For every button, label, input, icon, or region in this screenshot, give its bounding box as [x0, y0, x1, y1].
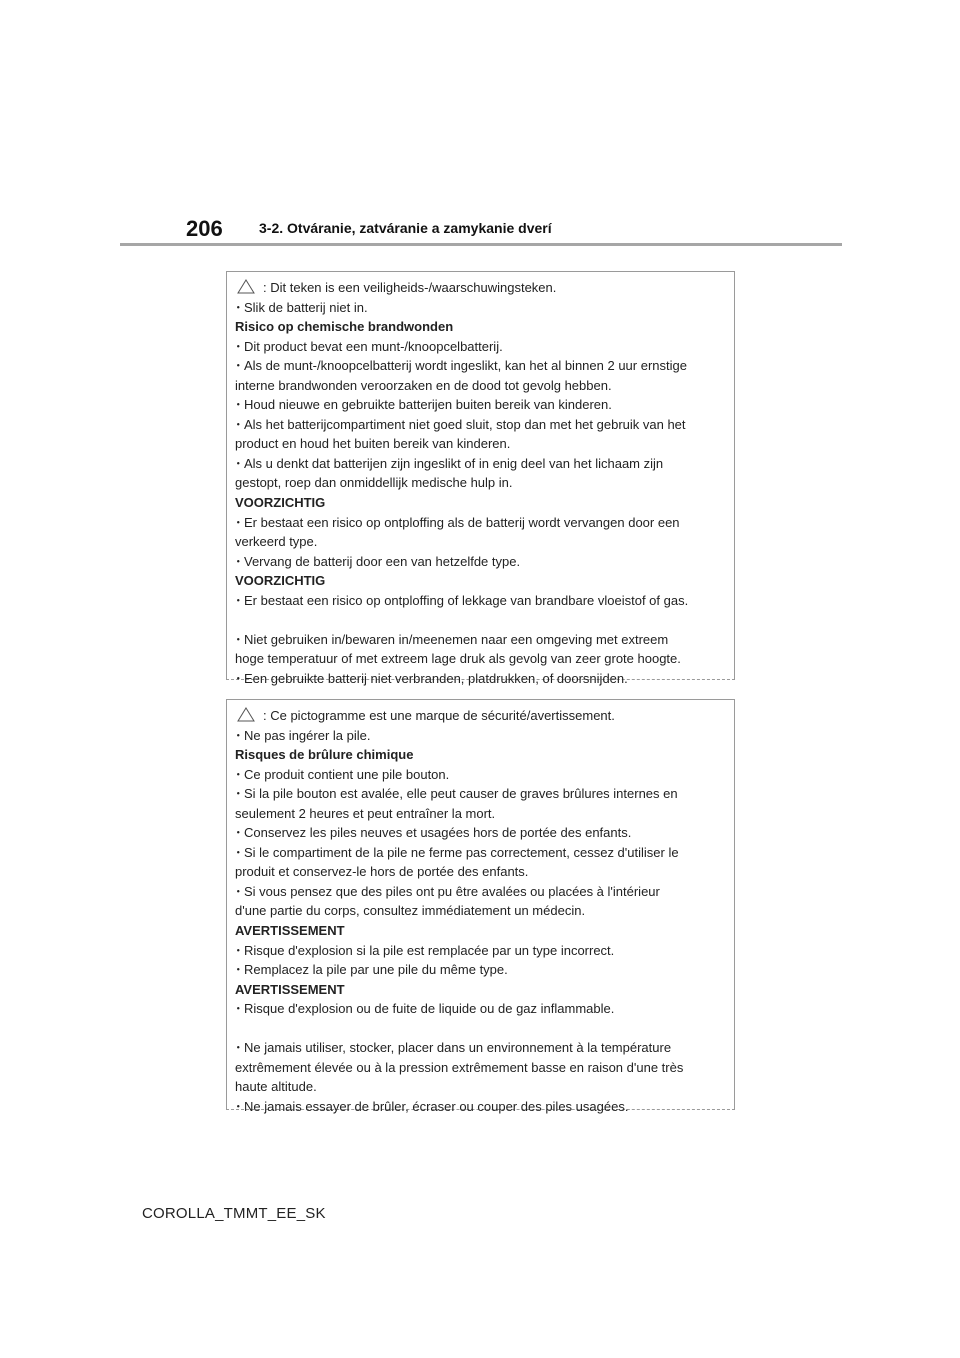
bullet-glyph: ･ [235, 358, 242, 374]
continuation-line [235, 804, 734, 824]
bullet-glyph: ･ [235, 553, 242, 569]
line-text: Ce produit contient une pile bouton. [244, 766, 450, 782]
continuation-line [235, 434, 734, 454]
bullet-item [235, 591, 734, 611]
line-text: AVERTISSEMENT [235, 923, 345, 939]
section-heading [235, 980, 734, 1000]
bullet-item [235, 843, 734, 863]
dutch-warning-box [226, 271, 735, 686]
warning-notice [235, 706, 734, 726]
bullet-item [235, 960, 734, 980]
line-text: Vervang de batterij door een van hetzelfde type. [244, 553, 521, 569]
bullet-item [235, 726, 734, 746]
continuation-line [235, 1077, 734, 1097]
line-text: : Ce pictogramme est une marque de sécurité/avertissement. [263, 708, 615, 723]
bullet-item [235, 630, 734, 650]
line-text: Remplacez la pile par une pile du même type. [244, 962, 508, 978]
bullet-glyph: ･ [235, 825, 242, 841]
bullet-glyph: ･ [235, 514, 242, 530]
line-text: Dit product bevat een munt-/knoopcelbatterij. [244, 338, 503, 354]
line-text: VOORZICHTIG [235, 495, 326, 511]
line-text: Risico op chemische brandwonden [235, 319, 454, 335]
line-text: AVERTISSEMENT [235, 981, 345, 997]
document-code: COROLLA_TMMT_EE_SK [142, 1205, 326, 1222]
continuation-line [235, 532, 734, 552]
line-text: : Dit teken is een veiligheids-/waarschuwingsteken. [263, 280, 557, 295]
line-text: haute altitude. [235, 1079, 317, 1095]
bullet-item [235, 941, 734, 961]
warning-notice [235, 278, 734, 298]
line-text: gestopt, roep dan onmiddellijk medische hulp in. [235, 475, 513, 491]
continuation-line [235, 901, 734, 921]
bullet-item [235, 298, 734, 318]
bullet-item [235, 1097, 734, 1117]
line-text: Si la pile bouton est avalée, elle peut causer de graves brûlures internes en [244, 786, 678, 802]
bullet-item [235, 356, 734, 376]
bullet-glyph: ･ [235, 1098, 242, 1114]
bullet-glyph: ･ [235, 338, 242, 354]
section-heading [235, 317, 734, 337]
line-text: Ne pas ingérer la pile. [244, 727, 371, 743]
bullet-glyph: ･ [235, 416, 242, 432]
bullet-item [235, 882, 734, 902]
line-text: Risques de brûlure chimique [235, 747, 414, 763]
line-text: seulement 2 heures et peut entraîner la mort. [235, 805, 496, 821]
bullet-glyph: ･ [235, 397, 242, 413]
line-text: Slik de batterij niet in. [244, 299, 368, 315]
line-text: produit et conservez-le hors de portée des enfants. [235, 864, 529, 880]
line-text: hoge temperatuur of met extreem lage druk als gevolg van zeer grote hoogte. [235, 651, 681, 667]
line-text: Een gebruikte batterij niet verbranden, platdrukken, of doorsnijden. [244, 670, 628, 686]
line-text: Als het batterijcompartiment niet goed sluit, stop dan met het gebruik van het [244, 416, 686, 432]
bullet-glyph: ･ [235, 1001, 242, 1017]
bullet-item [235, 513, 734, 533]
bullet-item [235, 784, 734, 804]
line-text: Si vous pensez que des piles ont pu être avalées ou placées à l'intérieur [244, 883, 660, 899]
line-text: Si le compartiment de la pile ne ferme pas correctement, cessez d'utiliser le [244, 844, 679, 860]
bullet-item [235, 454, 734, 474]
warning-triangle-icon [237, 707, 255, 722]
line-text: Houd nieuwe en gebruikte batterijen buiten bereik van kinderen. [244, 397, 612, 413]
line-text: verkeerd type. [235, 534, 318, 550]
bullet-item [235, 1038, 734, 1058]
bullet-glyph: ･ [235, 962, 242, 978]
line-text: Risque d'explosion si la pile est remplacée par un type incorrect. [244, 942, 615, 958]
line-text: VOORZICHTIG [235, 573, 326, 589]
bullet-glyph: ･ [235, 592, 242, 608]
bullet-item [235, 765, 734, 785]
line-text: Er bestaat een risico op ontploffing als de batterij wordt vervangen door een [244, 514, 680, 530]
bullet-glyph: ･ [235, 766, 242, 782]
bullet-glyph: ･ [235, 670, 242, 686]
continuation-line [235, 473, 734, 493]
continuation-line [235, 649, 734, 669]
header-rule [120, 243, 842, 246]
line-text: Er bestaat een risico op ontploffing of lekkage van brandbare vloeistof of gas. [244, 592, 689, 608]
section-heading [235, 745, 734, 765]
line-text: interne brandwonden veroorzaken en de dood tot gevolg hebben. [235, 377, 612, 393]
continuation-line [235, 376, 734, 396]
line-text: Niet gebruiken in/bewaren in/meenemen naar een omgeving met extreem [244, 631, 669, 647]
line-text: product en houd het buiten bereik van kinderen. [235, 436, 511, 452]
bullet-item [235, 823, 734, 843]
section-heading [235, 921, 734, 941]
line-text: Als u denkt dat batterijen zijn ingeslikt of in enig deel van het lichaam zijn [244, 455, 664, 471]
bullet-glyph: ･ [235, 786, 242, 802]
bullet-item [235, 415, 734, 435]
bullet-item [235, 552, 734, 572]
line-text: Risque d'explosion ou de fuite de liquide ou de gaz inflammable. [244, 1001, 615, 1017]
line-text: Ne jamais utiliser, stocker, placer dans un environnement à la température [244, 1040, 672, 1056]
section-heading [235, 571, 734, 591]
bullet-glyph: ･ [235, 942, 242, 958]
line-text: Conservez les piles neuves et usagées hors de portée des enfants. [244, 825, 632, 841]
bullet-glyph: ･ [235, 883, 242, 899]
section-title: 3-2. Otváranie, zatváranie a zamykanie dverí [259, 220, 552, 236]
bullet-glyph: ･ [235, 299, 242, 315]
line-text: Als de munt-/knoopcelbatterij wordt ingeslikt, kan het al binnen 2 uur ernstige [244, 358, 687, 374]
bullet-glyph: ･ [235, 455, 242, 471]
bullet-item [235, 337, 734, 357]
bullet-glyph: ･ [235, 727, 242, 743]
bullet-glyph: ･ [235, 631, 242, 647]
bullet-glyph: ･ [235, 1040, 242, 1056]
continuation-line [235, 862, 734, 882]
french-warning-box [226, 699, 735, 1114]
line-text: extrêmement élevée ou à la pression extrêmement basse en raison d'une très [235, 1059, 684, 1075]
bullet-item [235, 669, 734, 689]
bullet-glyph: ･ [235, 844, 242, 860]
section-heading [235, 493, 734, 513]
bullet-item [235, 395, 734, 415]
continuation-line [235, 1058, 734, 1078]
line-text: Ne jamais essayer de brûler, écraser ou couper des piles usagées. [244, 1098, 629, 1114]
warning-triangle-icon [237, 279, 255, 294]
page-number: 206 [186, 216, 223, 241]
line-text: d'une partie du corps, consultez immédiatement un médecin. [235, 903, 586, 919]
bullet-item [235, 999, 734, 1019]
